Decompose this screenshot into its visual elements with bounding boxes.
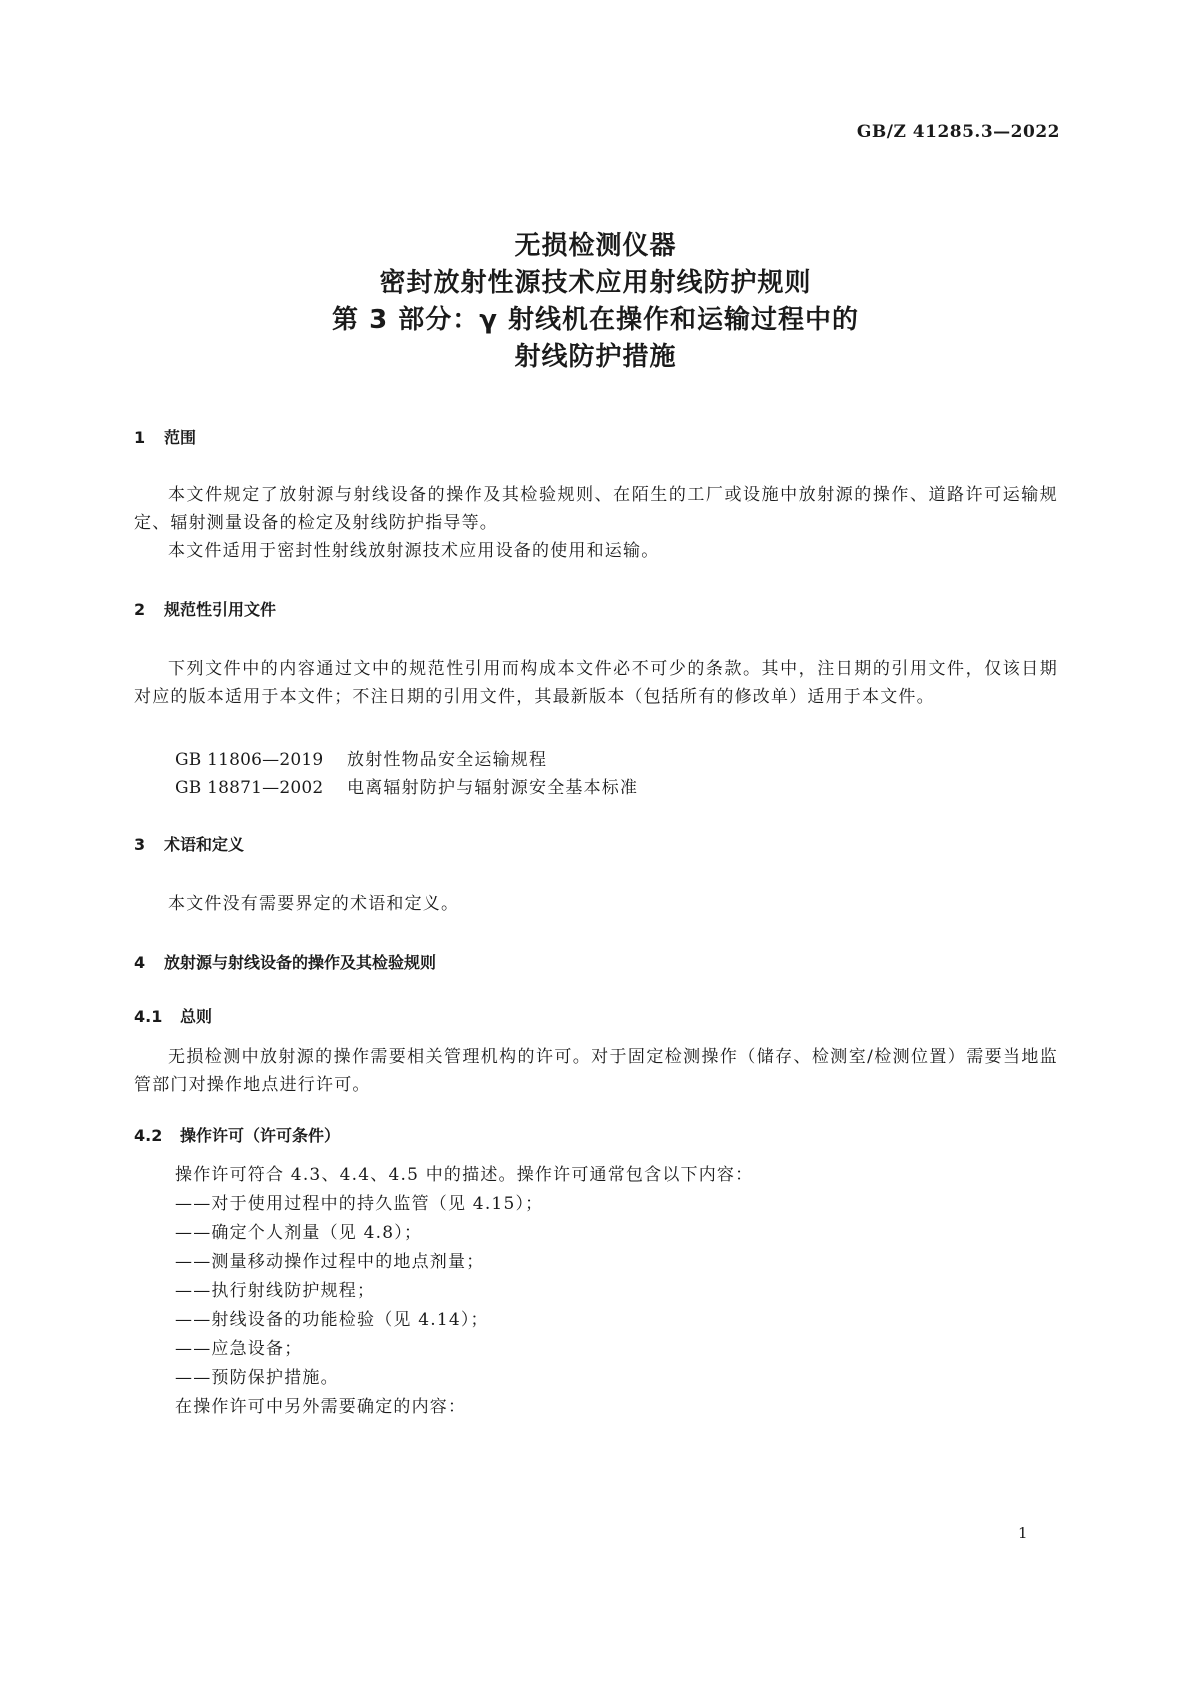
- list-item: ——确定个人剂量（见 4.8）；: [175, 1223, 423, 1243]
- section-2-heading: 2 规范性引用文件: [134, 600, 277, 619]
- list-item: ——执行射线防护规程；: [175, 1281, 376, 1301]
- section-4-2-intro: 操作许可符合 4.3、4.4、4.5 中的描述。操作许可通常包含以下内容：: [175, 1165, 754, 1185]
- section-3-heading: 3 术语和定义: [134, 835, 245, 854]
- reference-code: GB 18871—2002: [175, 778, 324, 798]
- list-item: ——射线设备的功能检验（见 4.14）；: [175, 1310, 489, 1330]
- reference-item: [175, 745, 547, 770]
- section-1-body: [134, 481, 1058, 565]
- list-item: ——预防保护措施。: [175, 1368, 339, 1388]
- list-item: ——应急设备；: [175, 1339, 303, 1359]
- section-3-body: [134, 890, 1058, 918]
- paragraph: 无损检测中放射源的操作需要相关管理机构的许可。对于固定检测操作（储存、检测室/检测位置）需要当地监管部门对操作地点进行许可。: [134, 1047, 1058, 1095]
- standard-code: GB/Z 41285.3—2022: [856, 122, 1060, 142]
- paragraph: 本文件规定了放射源与射线设备的操作及其检验规则、在陌生的工厂或设施中放射源的操作、道路许可运输规定、辐射测量设备的检定及射线防护指导等。: [134, 485, 1058, 533]
- page-number: 1: [1018, 1524, 1028, 1542]
- section-4-heading: 4 放射源与射线设备的操作及其检验规则: [134, 953, 437, 972]
- title-line-2: 密封放射性源技术应用射线防护规则: [379, 268, 812, 298]
- section-4-1-body: [134, 1043, 1058, 1099]
- title-line-4: 射线防护措施: [514, 342, 677, 372]
- reference-title: 放射性物品安全运输规程: [347, 750, 548, 770]
- paragraph: 下列文件中的内容通过文中的规范性引用而构成本文件必不可少的条款。其中，注日期的引用文件，仅该日期对应的版本适用于本文件；不注日期的引用文件，其最新版本（包括所有的修改单）适用于本文件。: [134, 659, 1058, 707]
- title-line-1: 无损检测仪器: [514, 231, 677, 261]
- title-line-3: 第 3 部分：γ 射线机在操作和运输过程中的: [332, 305, 859, 335]
- list-item: ——测量移动操作过程中的地点剂量；: [175, 1252, 485, 1272]
- section-4-2-heading: 4.2 操作许可（许可条件）: [134, 1126, 341, 1145]
- section-4-1-heading: 4.1 总则: [134, 1007, 213, 1026]
- paragraph: 本文件适用于密封性射线放射源技术应用设备的使用和运输。: [168, 541, 660, 561]
- document-title: [0, 228, 1191, 376]
- reference-title: 电离辐射防护与辐射源安全基本标准: [347, 778, 639, 798]
- section-2-body: [134, 655, 1058, 711]
- reference-code: GB 11806—2019: [175, 750, 324, 770]
- section-1-heading: 1 范围: [134, 428, 197, 447]
- reference-item: [175, 773, 638, 798]
- list-item: ——对于使用过程中的持久监管（见 4.15）；: [175, 1194, 544, 1214]
- paragraph: 本文件没有需要界定的术语和定义。: [168, 894, 460, 914]
- section-4-2-outro: 在操作许可中另外需要确定的内容：: [175, 1397, 467, 1417]
